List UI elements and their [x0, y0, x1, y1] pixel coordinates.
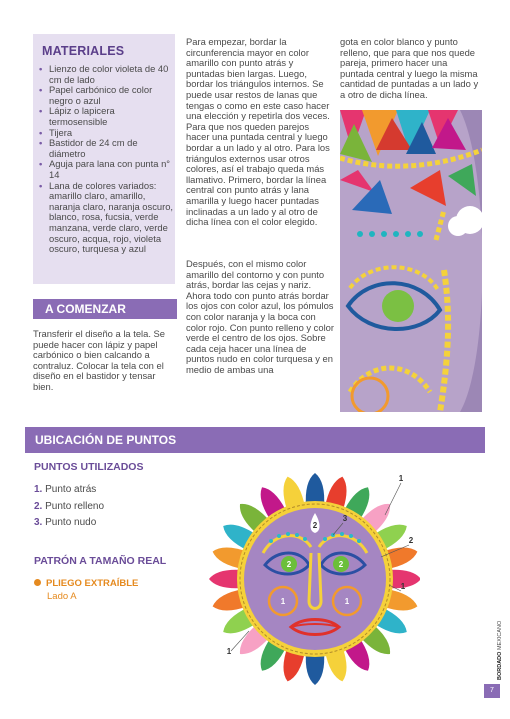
list-item: • Lana de colores variados: amarillo claro, amarillo, naranja claro, naranja oscuro, blanco, rosa, fucsia, verde manzana, verde claro, verde oscuro, acqua, rojo, violeta oscuro, turquesa y azul	[37, 181, 175, 255]
stitch-label: Punto relleno	[45, 501, 105, 512]
label-left-cheek: 1	[280, 597, 286, 606]
bullet-icon	[34, 579, 41, 586]
stitch-number: 1.	[34, 484, 43, 495]
brand-bold: BORDADO	[497, 651, 503, 680]
pliego-text: PLIEGO EXTRAÍBLE	[46, 578, 139, 589]
lado-label: Lado A	[47, 591, 77, 602]
label-right-pupil: 2	[338, 560, 344, 569]
label-forehead: 2	[312, 521, 318, 530]
brand-vertical-label	[489, 610, 503, 680]
comenzar-text: Transferir el diseño a la tela. Se puede hacer con lápiz y papel carbónico o bien calcando a contraluz. Colocar la tela con el diseño en el bastidor y tensar bien.	[33, 328, 166, 392]
label-knot: 3	[342, 514, 348, 523]
stitch-item-punto-nudo	[34, 517, 96, 528]
stitch-item-punto-relleno	[34, 501, 104, 512]
label-ray: 1	[398, 474, 404, 483]
label-left-pupil: 2	[286, 560, 292, 569]
instructions-text-2: Después, con el mismo color amarillo del contorno y con punto atrás, bordar las cejas y nariz. Ahora todo con punto atrás bordar los ojos con color azul, los pómulos con color naranja y la boca con color rojo. Con punto relleno y color verde el centro de los ojos. Sobre cada ceja hacer una línea de puntos nudo en color turquesa y en medio de ambas una	[186, 258, 334, 375]
label-rim: 1	[400, 582, 406, 591]
brand-rest: MEXICANO	[497, 620, 503, 652]
sun-pattern-diagram	[205, 461, 420, 697]
label-ray-right: 2	[408, 536, 414, 545]
section-header-ubicacion: UBICACIÓN DE PUNTOS	[25, 427, 485, 453]
puntos-utilizados-title: PUNTOS UTILIZADOS	[34, 461, 144, 473]
list-item: • Bastidor de 24 cm de diámetro	[37, 138, 175, 159]
label-right-cheek: 1	[344, 597, 350, 606]
materials-list	[37, 64, 175, 255]
section-header-comenzar: A COMENZAR	[33, 299, 177, 319]
patron-title: PATRÓN A TAMAÑO REAL	[34, 555, 167, 567]
stitch-number: 2.	[34, 501, 43, 512]
list-item: • Papel carbónico de color negro o azul	[37, 85, 175, 106]
list-item: • Lienzo de color violeta de 40 cm de lado	[37, 64, 175, 85]
stitch-number: 3.	[34, 517, 43, 528]
stitch-item-punto-atras	[34, 484, 96, 495]
list-item: • Tijera	[37, 128, 175, 139]
label-left-ray: 1	[226, 647, 232, 656]
embroidery-photo	[340, 110, 482, 412]
instructions-text-1: Para empezar, bordar la circunferencia mayor en color amarillo con punto atrás y puntadas bien largas. Luego, bordar los triángulos internos. Se puede usar restos de lanas que tengas o como en este caso hacer una elección y repetirla dos veces. Para que nos queden parejos hacer una puntada central y luego bordar a un lado y al otro. Para los triángulos externos usar otros colores, así el trabajo queda más llamativo. Primero, bordar la línea central con punto atrás y lana amarilla y luego hacer puntadas inclinadas a un lado y al otro de dicha línea con el color elegido.	[186, 36, 330, 228]
materials-title: MATERIALES	[42, 44, 125, 58]
stitch-label: Punto atrás	[45, 484, 97, 495]
instructions-text-3: gota en color blanco y punto relleno, que para que nos quede pareja, primero hacer una puntada central y luego la misma cantidad de puntadas a un lado y a otro de dicha línea.	[340, 36, 479, 100]
pliego-extraible-label	[34, 578, 138, 589]
stitch-label: Punto nudo	[45, 517, 97, 528]
list-item: • Aguja para lana con punta n° 14	[37, 159, 175, 180]
page-number: 7	[484, 684, 500, 698]
list-item: • Lápiz o lapicera termosensible	[37, 106, 175, 127]
